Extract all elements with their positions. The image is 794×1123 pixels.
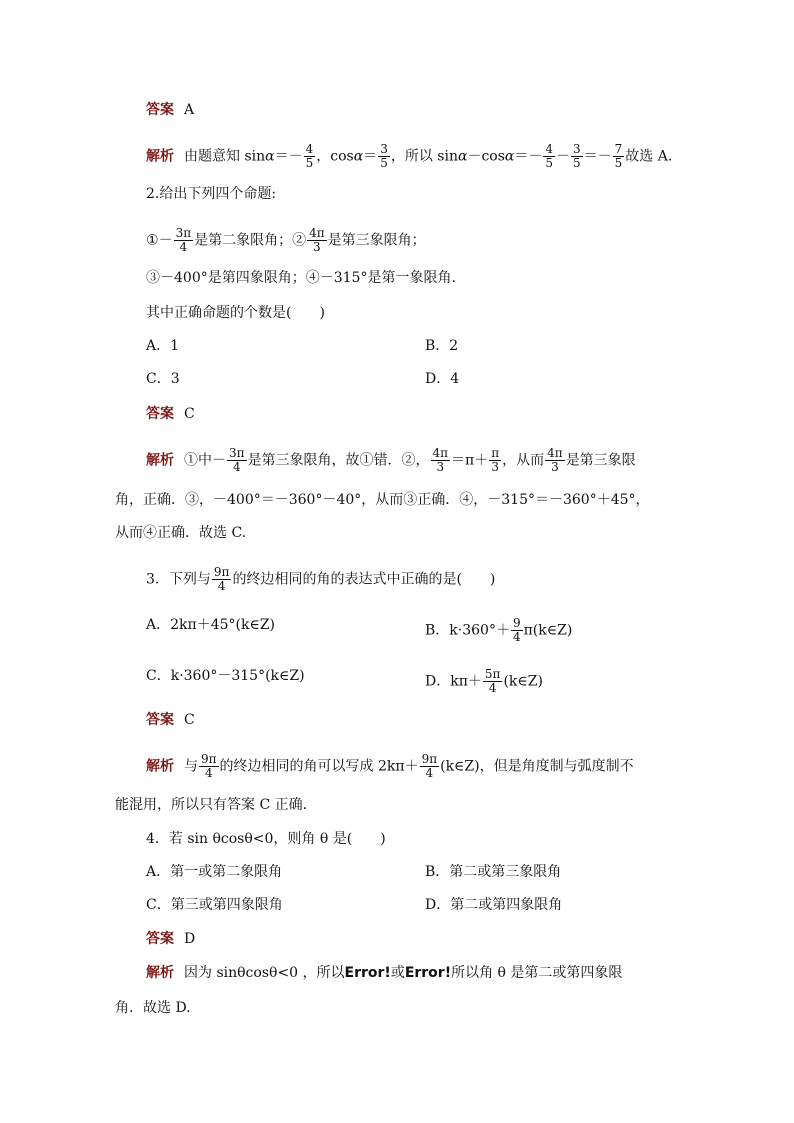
q4-analysis-line-2: 角．故选 D. [115,1000,191,1016]
q2-option-d: D．4 [425,371,460,387]
q2-props-1-2: ①－ $\frac{3\pi}{4}$ 是第二象限角；② $\frac{4\pi}{3}$ 是第三象限角； [146,226,426,254]
q3-option-c: C．k·360°－315°(k∈Z) [146,668,305,684]
q3-analysis-line-1: 解析 与 $\frac{9\pi}{4}$ 的终边相同的角可以写成 2kπ＋ $\frac{9\pi}{4}$ (k∈Z)，但是角度制与弧度制不 [146,752,634,780]
q3-answer-line: 答案 C [146,712,195,728]
q3-option-b: B．k·360°＋ $\frac{9}{4}$ π(k∈Z) [425,616,573,644]
q2-stem: 2.给出下列四个命题: [146,186,277,202]
q4-option-d: D．第二或第四象限角 [425,897,563,913]
q4-option-a: A．第一或第二象限角 [146,864,283,880]
q2-analysis-line-3: 从而④正确．故选 C. [115,525,247,541]
q2-ask: 其中正确命题的个数是( ) [146,305,325,321]
answer-label: 答案 [146,102,174,118]
fraction-3-5: $\frac{3}{5}$ [380,142,388,170]
q3-option-d: D．kπ＋ $\frac{5\pi}{4}$ (k∈Z) [425,667,543,695]
q2-props-3-4: ③－400°是第四象限角；④－315°是第一象限角． [146,270,466,286]
q2-answer-line: 答案 C [146,406,195,422]
q1-answer-value: A [184,102,195,118]
q2-option-c: C．3 [146,371,180,387]
q4-option-b: B．第二或第三象限角 [425,864,562,880]
q4-stem: 4．若 sin θcosθ<0，则角 θ 是( ) [146,831,386,847]
q2-analysis-line-2: 角，正确．③，－400°＝－360°－40°，从而③正确．④，－315°＝－360°＋45°， [115,492,650,508]
error-text: Error! [404,965,452,981]
q4-answer-line: 答案 D [146,931,196,947]
q2-option-b: B．2 [425,338,459,354]
error-text: Error! [344,965,391,981]
fraction-7-5: $\frac{7}{5}$ [614,142,623,170]
analysis-label: 解析 [146,148,174,165]
q3-stem: 3．下列与 $\frac{9\pi}{4}$ 的终边相同的角的表达式中正确的是( ) [146,565,496,593]
q4-option-c: C．第三或第四象限角 [146,897,283,913]
fraction-4-5: $\frac{4}{5}$ [305,142,314,170]
q1-answer-line [146,102,194,118]
q4-analysis-line-1: 解析 因为 sinθcosθ<0 ，所以Error!或Error!所以角 θ 是第二或第四象限 [146,965,623,981]
q3-option-a: A．2kπ＋45°(k∈Z) [146,617,276,633]
q2-option-a: A．1 [146,338,180,354]
q3-analysis-line-2: 能混用，所以只有答案 C 正确． [115,797,317,813]
q1-analysis-line: 解析 由题意知 sinα＝－ $\frac{4}{5}$ ，cosα＝ $\frac{3}{5}$ ，所以 sinα－cosα＝－ $\frac{4}{5}$ － $\frac{3}{5}$ ＝－ $\frac{7}{5}$ 故选 A. [146,142,673,170]
q2-analysis-line-1: 解析 ①中－ $\frac{3\pi}{4}$ 是第三象限角，故①错．②， $\frac{4\pi}{3}$ ＝π＋ $\frac{\pi}{3}$ ，从而 $\frac{4\pi}{3}$ 是第三象限 [146,446,636,474]
